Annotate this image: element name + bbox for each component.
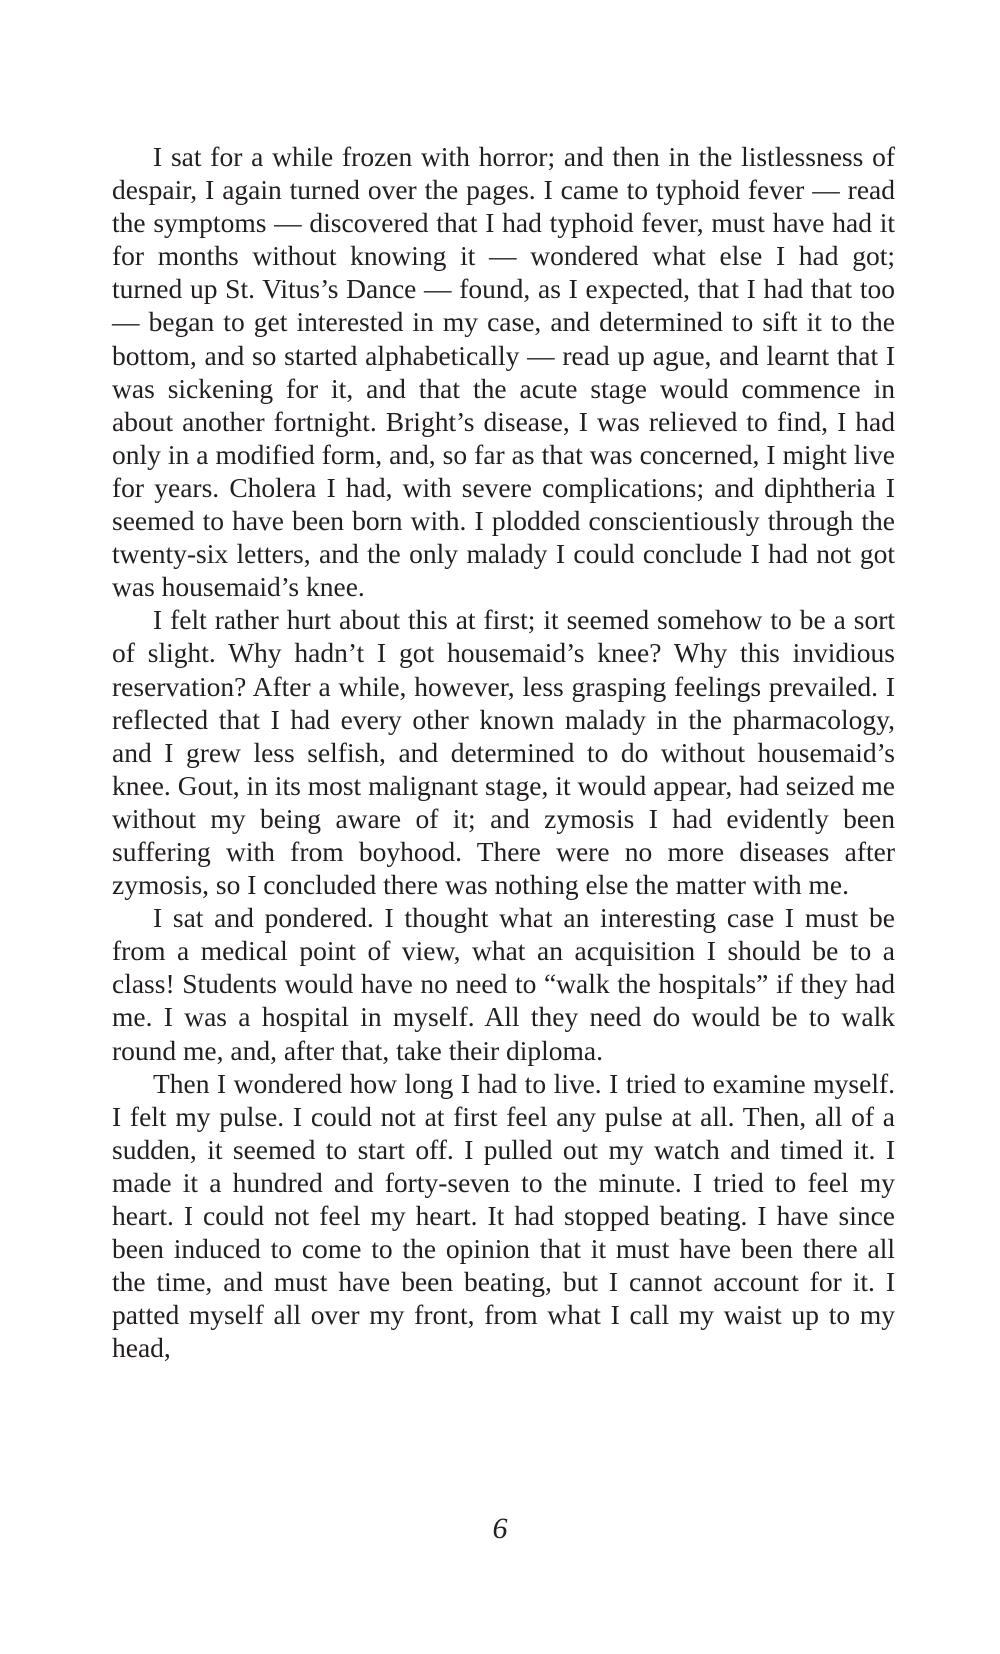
page-body (112, 140, 895, 1364)
paragraph: I sat for a while frozen with horror; and then in the listlessness of despair, I again turned over the pages. I came to typhoid fever — read the symptoms — discovered that I had typhoid fever, must have had it for months without knowing it — wondered what else I had got; turned up St. Vitus’s Dance — found, as I expected, that I had that too — began to get interested in my case, and determined to sift it to the bottom, and so started alphabetically — read up ague, and learnt that I was sickening for it, and that the acute stage would commence in about another fortnight. Bright’s disease, I was relieved to find, I had only in a modified form, and, so far as that was concerned, I might live for years. Cholera I had, with severe complications; and diphtheria I seemed to have been born with. I plodded conscientiously through the twenty-six letters, and the only malady I could conclude I had not got was housemaid’s knee. (112, 141, 895, 603)
paragraph: I sat and pondered. I thought what an interesting case I must be from a medical point of view, what an acquisition I should be to a class! Students would have no need to “walk the hospitals” if they had me. I was a hospital in myself. All they need do would be to walk round me, and, after that, take their diploma. (112, 902, 895, 1066)
page-number: 6 (492, 1512, 508, 1545)
paragraph: Then I wondered how long I had to live. I tried to examine myself. I felt my pulse. I could not at first feel any pulse at all. Then, all of a sudden, it seemed to start off. I pulled out my watch and timed it. I made it a hundred and forty-seven to the minute. I tried to feel my heart. I could not feel my heart. It had stopped beating. I have since been induced to come to the opinion that it must have been there all the time, and must have been beating, but I cannot account for it. I patted myself all over my front, from what I call my waist up to my head, (112, 1067, 895, 1364)
paragraph: I felt rather hurt about this at first; it seemed somehow to be a sort of slight. Why hadn’t I got housemaid’s knee? Why this invidious reservation? After a while, however, less grasping feelings prevailed. I reflected that I had every other known malady in the pharmacology, and I grew less selfish, and determined to do without housemaid’s knee. Gout, in its most malignant stage, it would appear, had seized me without my being aware of it; and zymosis I had evidently been suffering with from boyhood. There were no more diseases after zymosis, so I concluded there was nothing else the matter with me. (112, 604, 895, 901)
